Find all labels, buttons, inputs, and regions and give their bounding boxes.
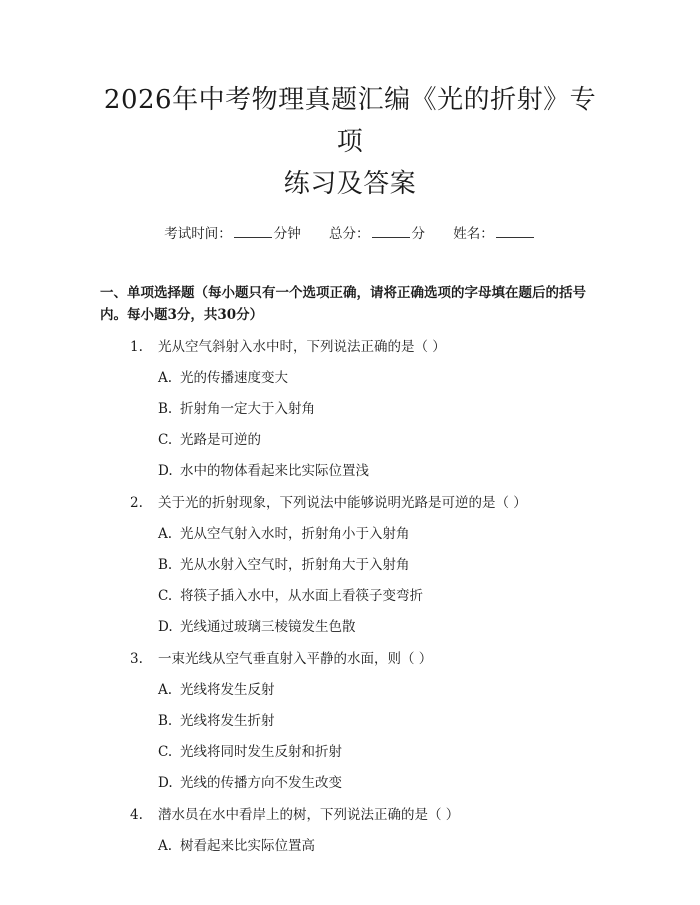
option-text: 光的传播速度变大 (180, 370, 288, 386)
option-label: D. (158, 775, 173, 791)
option-label: D. (158, 463, 173, 479)
score-blank (372, 223, 410, 238)
question-text: 潜水员在水中看岸上的树，下列说法正确的是（ ） (158, 807, 460, 823)
option-list (100, 679, 600, 794)
option-a (100, 679, 600, 701)
title-line-1: 2026年中考物理真题汇编《光的折射》专项 (103, 85, 597, 157)
option-b (100, 554, 600, 576)
question-2 (100, 492, 600, 514)
question-text: 一束光线从空气垂直射入平静的水面，则（ ） (158, 651, 433, 667)
option-text: 水中的物体看起来比实际位置浅 (180, 463, 369, 479)
option-d (100, 616, 600, 638)
option-label: C. (158, 432, 173, 448)
option-c (100, 585, 600, 607)
option-b (100, 398, 600, 420)
option-text: 树看起来比实际位置高 (180, 838, 315, 854)
option-b (100, 710, 600, 732)
time-unit: 分钟 (273, 226, 301, 242)
option-a (100, 835, 600, 857)
question-number: 4. (130, 807, 143, 823)
section-heading: 一、单项选择题（每小题只有一个选项正确，请将正确选项的字母填在题后的括号内。每小题3分，共30分） (100, 285, 586, 323)
option-list (100, 523, 600, 638)
option-label: A. (158, 682, 173, 698)
title-line-2: 练习及答案 (283, 169, 417, 199)
option-label: D. (158, 619, 173, 635)
student-name (453, 223, 536, 244)
option-c (100, 741, 600, 763)
option-c (100, 429, 600, 451)
time-blank (234, 223, 272, 238)
document-title (100, 0, 600, 205)
option-a (100, 367, 600, 389)
option-d (100, 460, 600, 482)
name-blank (496, 223, 534, 238)
option-text: 光从水射入空气时，折射角大于入射角 (180, 557, 410, 573)
option-label: A. (158, 838, 173, 854)
option-text: 光路是可逆的 (180, 432, 261, 448)
option-label: B. (158, 557, 173, 573)
score-unit: 分 (411, 226, 425, 242)
option-text: 光线通过玻璃三棱镜发生色散 (180, 619, 356, 635)
option-label: C. (158, 588, 173, 604)
option-label: C. (158, 744, 173, 760)
question-number: 2. (130, 495, 143, 511)
time-label: 考试时间： (164, 226, 232, 242)
question-list (100, 336, 600, 857)
option-label: A. (158, 526, 173, 542)
question-number: 3. (130, 651, 143, 667)
score-label: 总分： (329, 226, 370, 242)
option-text: 光线的传播方向不发生改变 (180, 775, 342, 791)
exam-time (164, 223, 301, 244)
option-text: 光线将发生折射 (180, 713, 275, 729)
option-label: A. (158, 370, 173, 386)
question-4 (100, 804, 600, 826)
option-label: B. (158, 713, 173, 729)
option-text: 将筷子插入水中，从水面上看筷子变弯折 (180, 588, 423, 604)
option-text: 光线将发生反射 (180, 682, 275, 698)
name-label: 姓名： (453, 226, 494, 242)
option-text: 折射角一定大于入射角 (180, 401, 315, 417)
question-3 (100, 648, 600, 670)
exam-meta (100, 223, 600, 244)
option-list (100, 835, 600, 857)
option-text: 光从空气射入水时，折射角小于入射角 (180, 526, 410, 542)
question-text: 关于光的折射现象，下列说法中能够说明光路是可逆的是（ ） (158, 495, 527, 511)
option-label: B. (158, 401, 173, 417)
option-list (100, 367, 600, 482)
option-text: 光线将同时发生反射和折射 (180, 744, 342, 760)
option-d (100, 772, 600, 794)
question-number: 1. (130, 339, 143, 355)
option-a (100, 523, 600, 545)
question-text: 光从空气斜射入水中时，下列说法正确的是（ ） (158, 339, 446, 355)
question-1 (100, 336, 600, 358)
total-score (329, 223, 425, 244)
